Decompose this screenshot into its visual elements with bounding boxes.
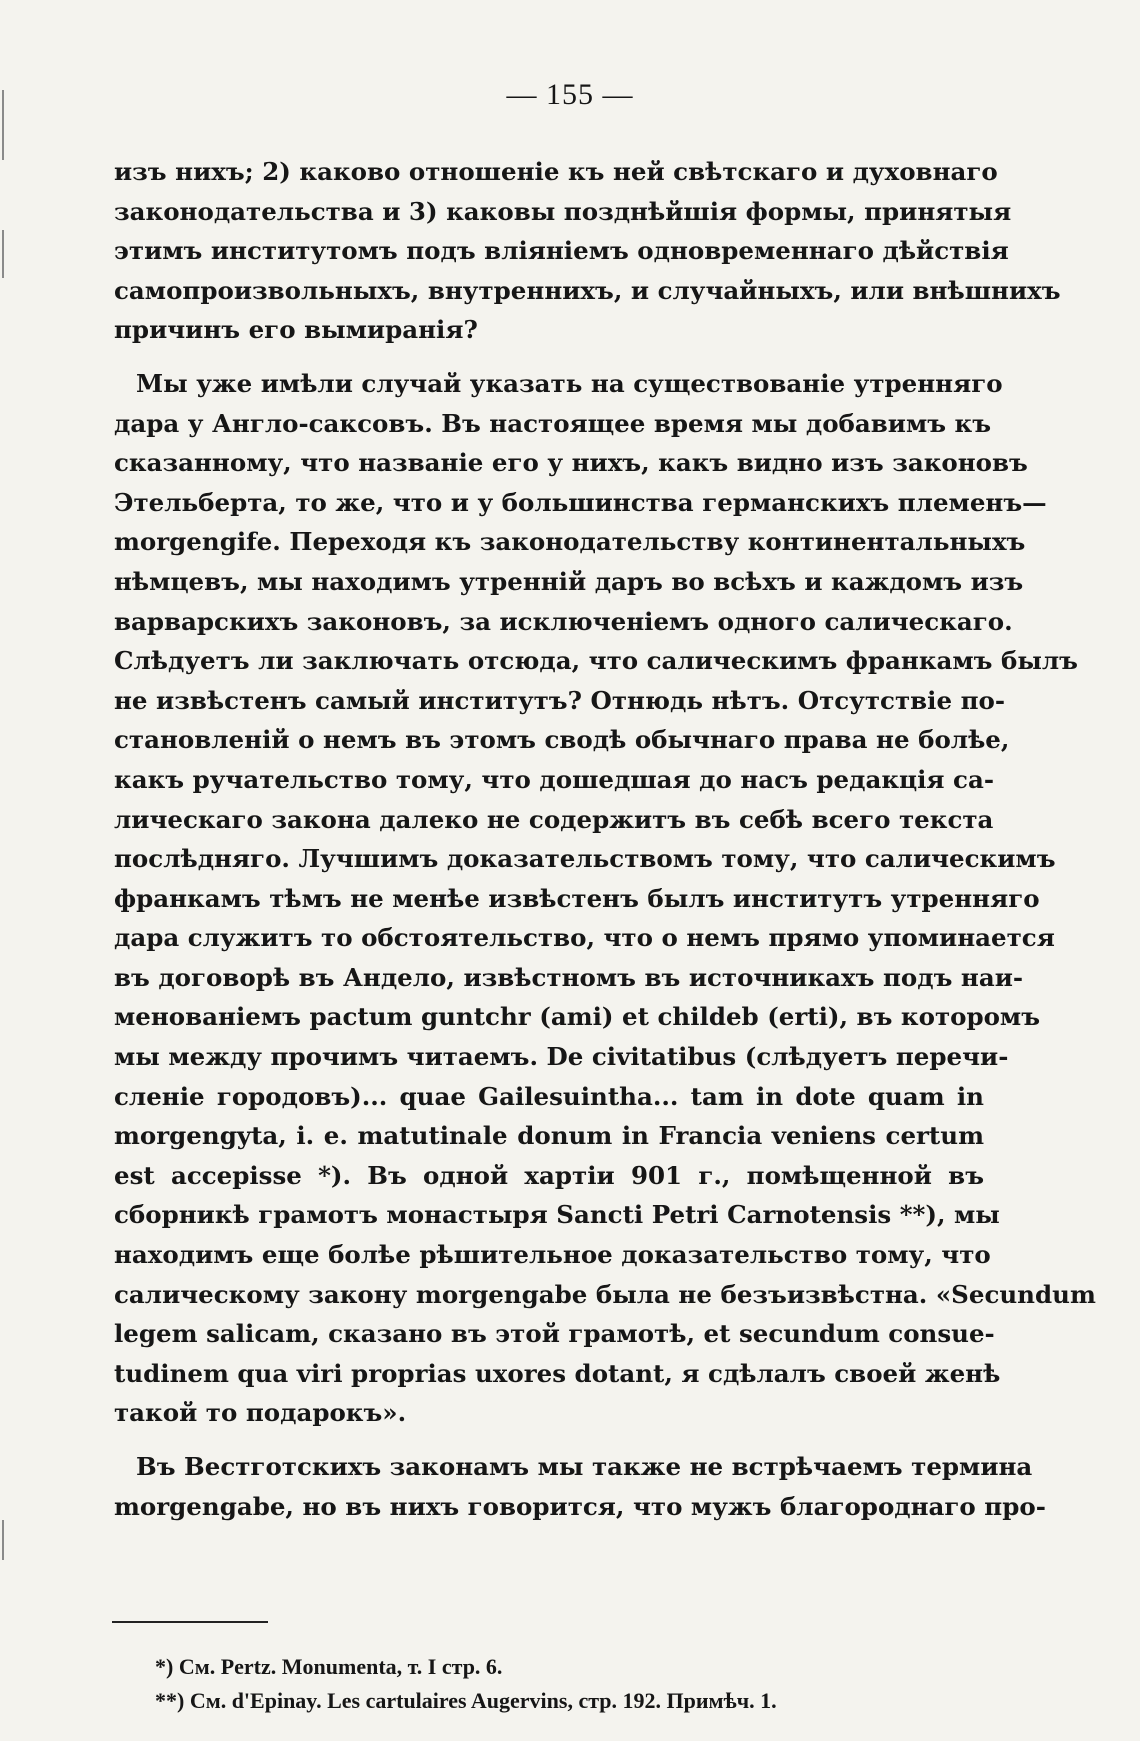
text-line: мы между прочимъ читаемъ. De civitatibus (слѣдуетъ перечи-	[114, 1042, 1009, 1072]
text-line: не извѣстенъ самый институтъ? Отнюдь нѣтъ. Отсутствіе по-	[114, 685, 1006, 715]
paragraph-1	[114, 152, 1061, 350]
text-line: Мы уже имѣли случай указать на существованіе утренняго	[136, 368, 1003, 398]
paragraph-2	[114, 364, 1096, 1433]
text-line: Въ Вестготскихъ законамъ мы также не встрѣчаемъ термина	[136, 1452, 1033, 1481]
text-line: tudinem qua viri proprias uxores dotant, я сдѣлалъ своей женѣ	[114, 1358, 1001, 1388]
text-line: изъ нихъ; 2) каково отношеніе къ ней свѣтскаго и духовнаго	[114, 157, 998, 186]
footnote-divider	[112, 1621, 268, 1623]
text-line: самопроизвольныхъ, внутреннихъ, и случайныхъ, или внѣшнихъ	[114, 275, 1061, 305]
text-line: сленіе городовъ)... quae Gailesuintha... tam in dote quam in	[114, 1081, 984, 1111]
text-line: нѣмцевъ, мы находимъ утренній даръ во всѣхъ и каждомъ изъ	[114, 566, 1024, 596]
text-line: находимъ еще болѣе рѣшительное доказательство тому, что	[114, 1240, 991, 1270]
text-line: est accepisse *). Въ одной хартіи 901 г., помѣщенной въ	[114, 1160, 984, 1190]
footnote-2: **) См. d'Epinay. Les cartulaires Augervins, стр. 192. Примѣч. 1.	[155, 1688, 777, 1713]
paragraph-3	[114, 1447, 1046, 1526]
scan-edge-mark	[2, 1520, 4, 1560]
text-line: этимъ институтомъ подъ вліяніемъ одновременнаго дѣйствія	[114, 236, 1009, 266]
text-line: менованіемъ pactum guntchr (ami) et childeb (erti), въ которомъ	[114, 1002, 1041, 1032]
text-line: лическаго закона далеко не содержитъ въ себѣ всего текста	[114, 804, 994, 834]
footnote-1: *) См. Pertz. Monumenta, т. I стр. 6.	[155, 1654, 503, 1679]
text-line: варварскихъ законовъ, за исключеніемъ одного салическаго.	[114, 606, 1013, 636]
text-line: дара служитъ то обстоятельство, что о немъ прямо упоминается	[114, 923, 1055, 953]
text-line: законодательства и 3) каковы позднѣйшія формы, принятыя	[114, 196, 1012, 226]
text-line: legem salicam, сказано въ этой грамотѣ, et secundum consue-	[114, 1319, 995, 1349]
text-line: какъ ручательство тому, что дошедшая до насъ редакція са-	[114, 764, 995, 794]
page-number: — 155 —	[506, 78, 634, 111]
text-line: Этельберта, то же, что и у большинства германскихъ племенъ—	[114, 487, 1047, 517]
scan-edge-mark	[2, 230, 4, 278]
text-line: такой то подарокъ».	[114, 1398, 407, 1428]
text-line: салическому закону morgengabe была не безъизвѣстна. «Secundum	[114, 1279, 1096, 1309]
text-line: morgengife. Переходя къ законодательству континентальныхъ	[114, 527, 1026, 557]
text-line: франкамъ тѣмъ не менѣе извѣстенъ былъ институтъ утренняго	[114, 883, 1040, 913]
text-line: сборникѣ грамотъ монастыря Sancti Petri Carnotensis **), мы	[114, 1200, 1000, 1230]
text-line: morgengabe, но въ нихъ говорится, что мужъ благороднаго про-	[114, 1491, 1046, 1521]
text-line: причинъ его вымиранія?	[114, 315, 478, 345]
text-line: дара у Англо-саксовъ. Въ настоящее время мы добавимъ къ	[114, 408, 992, 438]
main-text	[114, 152, 1096, 1526]
text-line: послѣдняго. Лучшимъ доказательствомъ тому, что салическимъ	[114, 844, 1056, 874]
text-line: сказанному, что названіе его у нихъ, какъ видно изъ законовъ	[114, 448, 1028, 478]
text-line: morgengyta, i. e. matutinale donum in Francia veniens certum	[114, 1121, 984, 1151]
text-line: въ договорѣ въ Анделo, извѣстномъ въ источникахъ подъ наи-	[114, 962, 1024, 992]
text-line: Слѣдуетъ ли заключать отсюда, что салическимъ франкамъ былъ	[114, 646, 1078, 676]
text-line: становленій о немъ въ этомъ сводѣ обычнаго права не болѣе,	[114, 725, 1010, 755]
footnotes	[155, 1650, 975, 1718]
